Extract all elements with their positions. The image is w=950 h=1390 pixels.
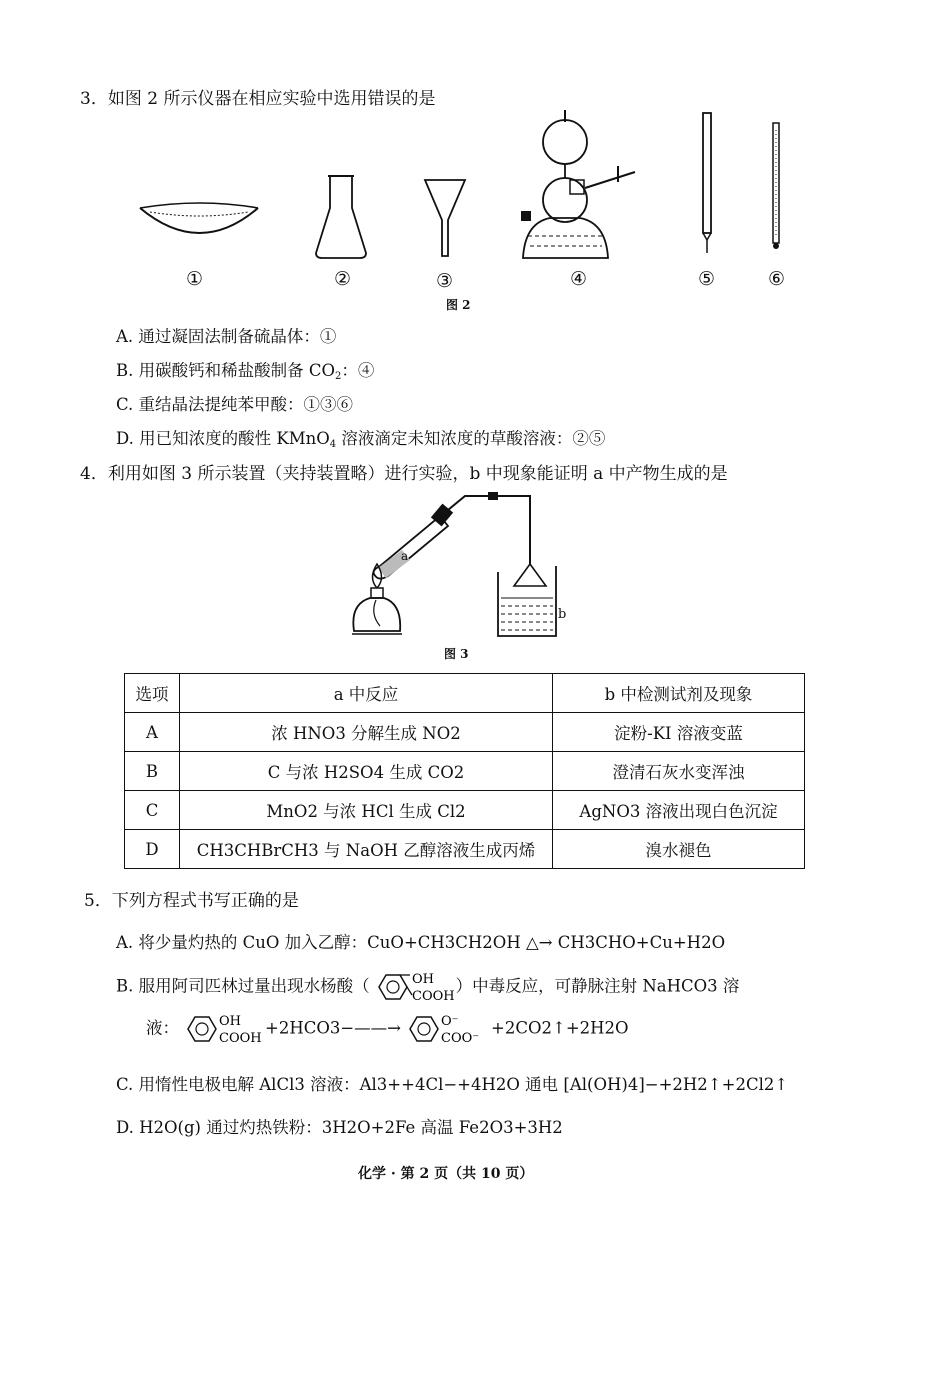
salicylic-acid-structure-icon <box>179 1014 265 1044</box>
table-cell-option: C <box>125 791 180 830</box>
table-header: b 中检测试剂及现象 <box>553 674 805 713</box>
label-b: b <box>558 607 567 622</box>
q3-option-d: D. 用已知浓度的酸性 KMnO$_4$ 溶液滴定未知浓度的草酸溶液：②⑤ <box>116 429 606 450</box>
svg-text:OH: OH <box>411 972 434 987</box>
table-cell-reaction: MnO2 与浓 HCl 生成 Cl2 <box>180 791 553 830</box>
svg-text:OH: OH <box>219 1014 241 1029</box>
salicylate-structure-icon <box>401 1014 491 1044</box>
q3-option-c: C. 重结晶法提纯苯甲酸：①③⑥ <box>116 395 354 414</box>
kipp-generator-icon <box>521 110 635 258</box>
table-row <box>125 752 805 791</box>
q4-options-table <box>124 673 805 869</box>
burette-icon <box>703 113 711 253</box>
alcohol-lamp-icon <box>352 564 402 634</box>
conical-flask-icon <box>316 176 366 258</box>
fig3-caption: 图 3 <box>444 647 469 661</box>
table-cell-option: A <box>125 713 180 752</box>
table-row <box>125 830 805 869</box>
label-a: a <box>401 549 409 563</box>
table-cell-detect: 淀粉-KI 溶液变蓝 <box>553 713 805 752</box>
table-cell-detect: AgNO3 溶液出现白色沉淀 <box>553 791 805 830</box>
fig2-label-4: ④ <box>570 268 588 290</box>
q5-option-b-line1: B. 服用阿司匹林过量出现水杨酸（ OH COOH ）中毒反应，可静脉注射 NaHCO3 溶 <box>116 972 740 1002</box>
svg-text:COOH: COOH <box>411 989 455 1002</box>
table-row <box>125 713 805 752</box>
svg-text:COOH: COOH <box>219 1031 262 1044</box>
page-footer: 化学 · 第 2 页（共 10 页） <box>358 1166 534 1182</box>
fig2-caption: 图 2 <box>446 298 471 312</box>
svg-text:COO⁻: COO⁻ <box>441 1031 480 1044</box>
q5-option-a: A. 将少量灼热的 CuO 加入乙醇：CuO+CH3CH2OH △→ CH3CHO+Cu+H2O <box>116 933 726 952</box>
q5-option-b-line2: 液： OH COOH +2HCO3−——→ O⁻ COO⁻ +2CO2↑+2H2O <box>146 1014 629 1044</box>
table-cell-reaction: 浓 HNO3 分解生成 NO2 <box>180 713 553 752</box>
q5-stem: 5．下列方程式书写正确的是 <box>84 891 299 911</box>
figure-2-apparatus <box>130 108 810 293</box>
table-header: a 中反应 <box>180 674 553 713</box>
table-cell-reaction: C 与浓 H2SO4 生成 CO2 <box>180 752 553 791</box>
table-cell-option: B <box>125 752 180 791</box>
table-header-row <box>125 674 805 713</box>
q3-stem: 3．如图 2 所示仪器在相应实验中选用错误的是 <box>80 89 436 109</box>
svg-text:O⁻: O⁻ <box>441 1014 459 1029</box>
salicylic-acid-structure-icon <box>370 972 456 1002</box>
q3-option-a: A. 通过凝固法制备硫晶体：① <box>116 327 337 346</box>
funnel-icon <box>425 180 465 256</box>
fig2-label-2: ② <box>334 268 352 290</box>
q4-stem: 4．利用如图 3 所示装置（夹持装置略）进行实验，b 中现象能证明 a 中产物生成的是 <box>80 464 728 484</box>
thermometer-icon <box>773 123 779 249</box>
table-cell-option: D <box>125 830 180 869</box>
q3-option-b: B. 用碳酸钙和稀盐酸制备 $CO_2$：④ <box>116 361 375 382</box>
q5-option-d: D. H2O(g) 通过灼热铁粉：3H2O+2Fe 高温 Fe2O3+3H2 <box>116 1118 563 1137</box>
beaker-icon <box>498 546 556 636</box>
table-cell-reaction: CH3CHBrCH3 与 NaOH 乙醇溶液生成丙烯 <box>180 830 553 869</box>
table-cell-detect: 澄清石灰水变浑浊 <box>553 752 805 791</box>
table-cell-detect: 溴水褪色 <box>553 830 805 869</box>
table-header: 选项 <box>125 674 180 713</box>
fig2-label-3: ③ <box>436 270 454 292</box>
fig2-label-6: ⑥ <box>768 268 786 290</box>
fig2-label-1: ① <box>186 268 204 290</box>
evaporating-dish-icon <box>140 203 258 233</box>
test-tube-icon <box>374 504 454 579</box>
figure-3-apparatus <box>340 486 580 646</box>
fig2-label-5: ⑤ <box>698 268 716 290</box>
q5-option-c: C. 用惰性电极电解 AlCl3 溶液：Al3++4Cl−+4H2O 通电 [Al(OH)4]−+2H2↑+2Cl2↑ <box>116 1075 789 1094</box>
table-row <box>125 791 805 830</box>
